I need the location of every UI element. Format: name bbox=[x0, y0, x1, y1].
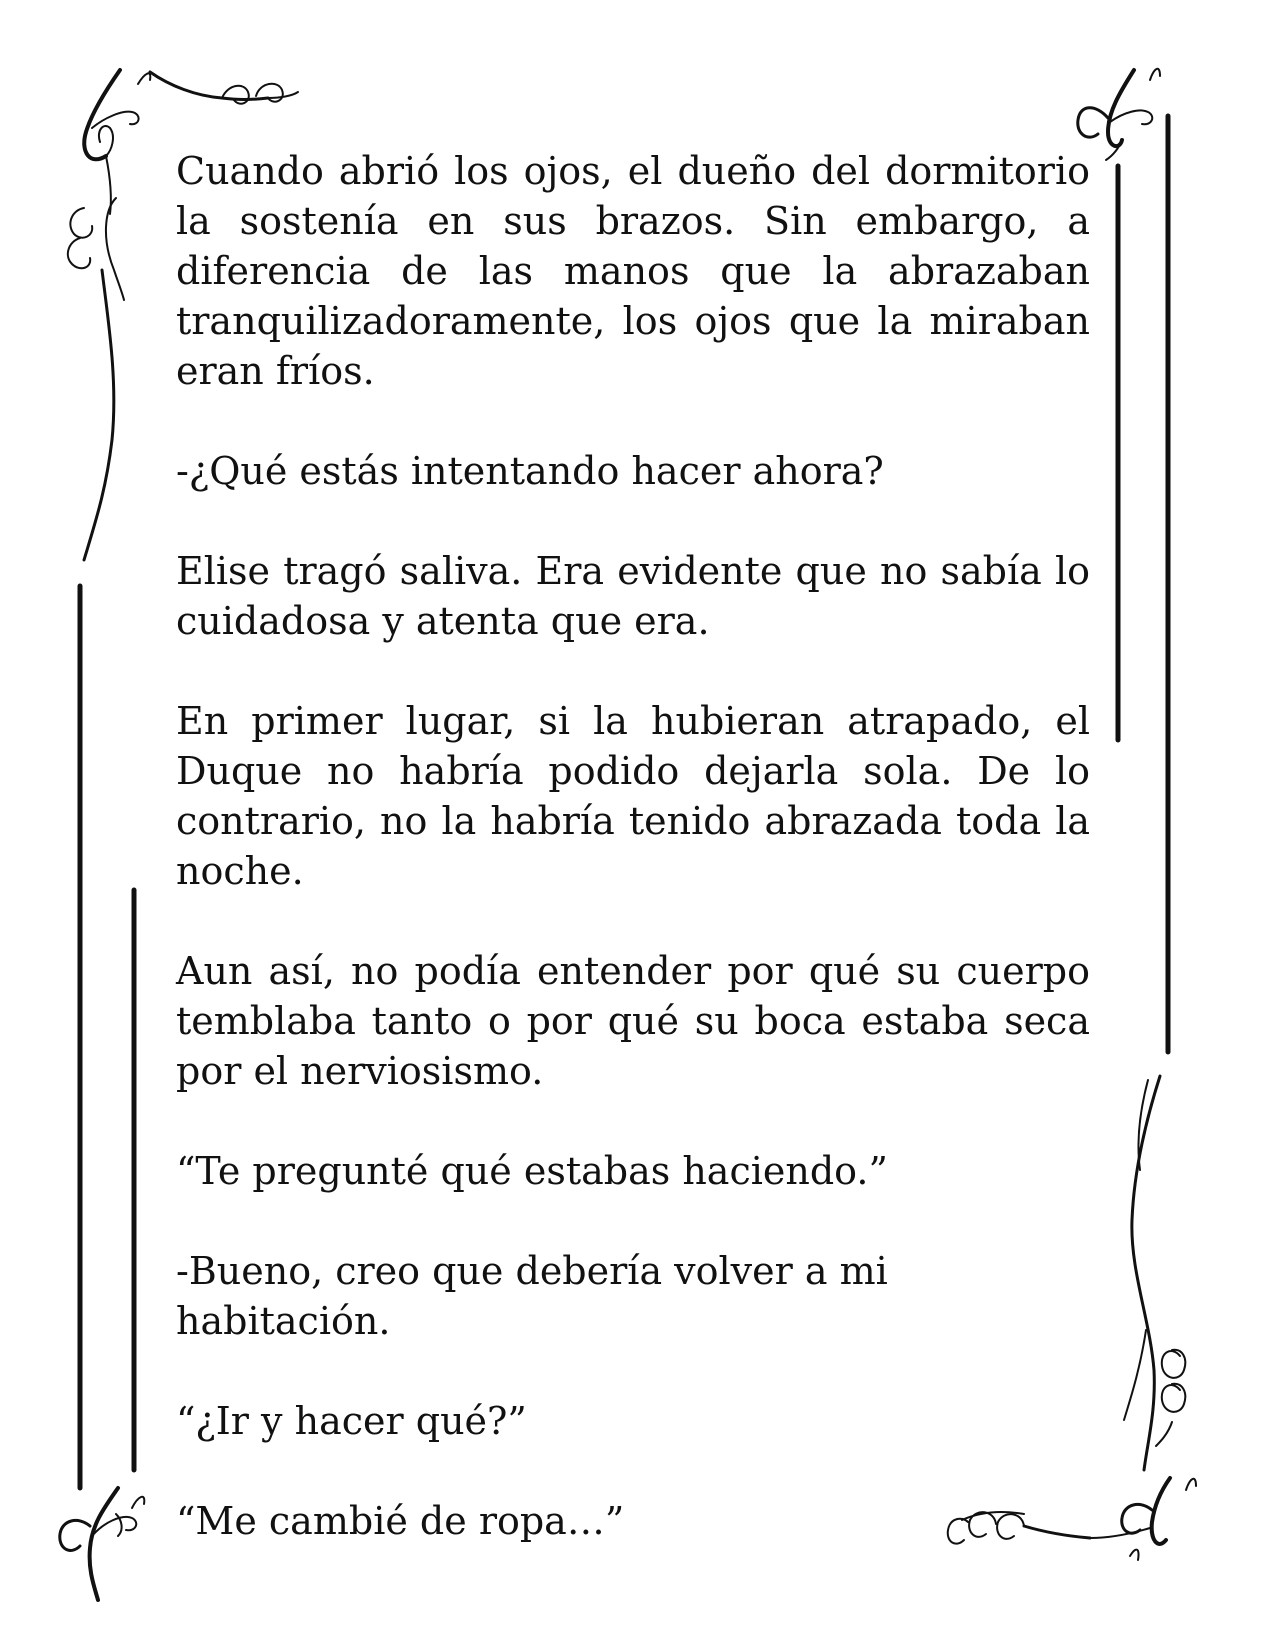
paragraph-5: Aun así, no podía entender por qué su cuerpo temblaba tanto o por qué su boca estaba seca por el nerviosismo. bbox=[176, 949, 1090, 1093]
paragraph-8: “¿Ir y hacer qué?” bbox=[176, 1399, 527, 1443]
paragraph-4: En primer lugar, si la hubieran atrapado, el Duque no habría podido dejarla sola. De lo contrario, no la habría tenido abrazada toda la noche. bbox=[176, 699, 1090, 893]
paragraph-6: “Te pregunté qué estabas haciendo.” bbox=[176, 1149, 888, 1193]
top-right-flourish-icon bbox=[1078, 69, 1160, 160]
paragraph-3: Elise tragó saliva. Era evidente que no sabía lo cuidadosa y atenta que era. bbox=[176, 549, 1090, 643]
paragraph-9: “Me cambié de ropa…” bbox=[176, 1499, 625, 1543]
text-column bbox=[176, 146, 1090, 1546]
paragraph-1: Cuando abrió los ojos, el dueño del dormitorio la sostenía en sus brazos. Sin embargo, a diferencia de las manos que la abrazaban tranquilizadoramente, los ojos que la miraban eran fríos. bbox=[176, 149, 1090, 393]
paragraph-2: -¿Qué estás intentando hacer ahora? bbox=[176, 449, 884, 493]
paragraph-7: -Bueno, creo que debería volver a mi habitación. bbox=[176, 1249, 888, 1343]
bottom-left-flourish-icon bbox=[60, 1488, 145, 1600]
